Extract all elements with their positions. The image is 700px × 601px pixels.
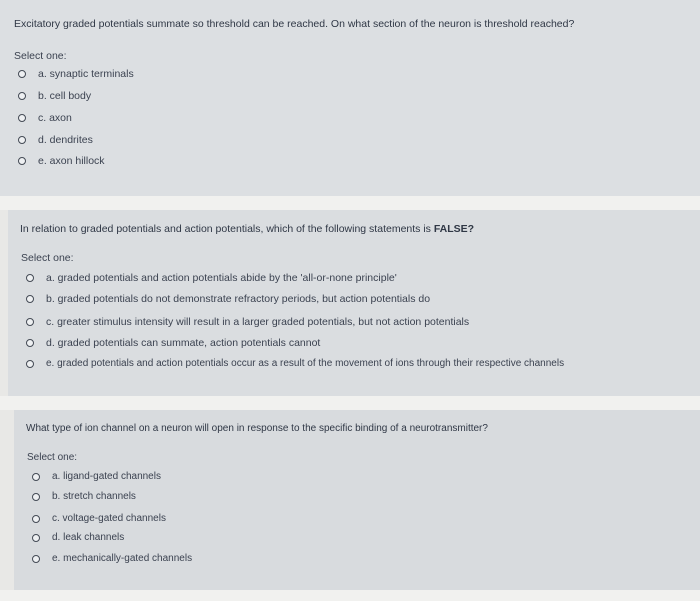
radio-button-icon[interactable] [32, 555, 40, 563]
question-2-option-a[interactable] [26, 272, 397, 284]
option-label: c. greater stimulus intensity will result in a larger graded potentials, but not action potentials [46, 316, 470, 328]
option-label: e. axon hillock [38, 155, 105, 167]
question-1-option-a[interactable] [18, 68, 134, 80]
question-1-select-one: Select one: [14, 50, 67, 62]
radio-button-icon[interactable] [26, 339, 34, 347]
question-1-option-b[interactable] [18, 90, 91, 102]
question-3-card [14, 410, 700, 590]
question-2-option-d[interactable] [26, 337, 320, 349]
option-label: b. stretch channels [52, 491, 136, 502]
radio-button-icon[interactable] [26, 318, 34, 326]
radio-button-icon[interactable] [26, 295, 34, 303]
question-3-text: What type of ion channel on a neuron will open in response to the specific binding of a neurotransmitter? [26, 423, 488, 434]
question-3-option-d[interactable] [32, 532, 124, 543]
radio-button-icon[interactable] [18, 114, 26, 122]
option-label: b. cell body [38, 90, 92, 102]
question-3-option-a[interactable] [32, 471, 161, 482]
option-label: d. leak channels [52, 532, 125, 543]
radio-button-icon[interactable] [32, 534, 40, 542]
question-2-option-b[interactable] [26, 293, 430, 305]
radio-button-icon[interactable] [32, 493, 40, 501]
question-1-text: Excitatory graded potentials summate so threshold can be reached. On what section of the neuron is threshold reached? [14, 18, 575, 30]
option-label: a. synaptic terminals [38, 68, 134, 80]
question-3-option-e[interactable] [32, 553, 192, 564]
option-label: e. graded potentials and action potentials occur as a result of the movement of ions through their respective channels [46, 358, 565, 369]
separator [0, 396, 700, 410]
radio-button-icon[interactable] [18, 70, 26, 78]
question-2-card [8, 210, 700, 396]
option-label: c. axon [38, 112, 72, 124]
bottom-margin [0, 590, 700, 601]
option-label: e. mechanically-gated channels [52, 553, 193, 564]
radio-button-icon[interactable] [18, 157, 26, 165]
question-1-card [0, 0, 700, 196]
question-1-option-d[interactable] [18, 134, 93, 146]
radio-button-icon[interactable] [32, 515, 40, 523]
option-label: a. ligand-gated channels [52, 471, 161, 482]
question-2-option-c[interactable] [26, 316, 469, 328]
question-3-option-c[interactable] [32, 513, 166, 524]
radio-button-icon[interactable] [26, 274, 34, 282]
question-2-text [20, 223, 474, 235]
question-3-select-one: Select one: [27, 452, 78, 463]
question-2-option-e[interactable] [26, 358, 564, 369]
question-3-option-b[interactable] [32, 491, 136, 502]
option-label: c. voltage-gated channels [52, 513, 166, 524]
question-1-option-c[interactable] [18, 112, 72, 124]
option-label: a. graded potentials and action potentials abide by the 'all-or-none principle' [46, 272, 397, 284]
question-1-option-e[interactable] [18, 155, 105, 167]
separator [0, 196, 700, 210]
radio-button-icon[interactable] [32, 473, 40, 481]
radio-button-icon[interactable] [18, 136, 26, 144]
question-2-text-main: In relation to graded potentials and action potentials, which of the following statements is [20, 223, 434, 235]
option-label: d. graded potentials can summate, action potentials cannot [46, 337, 321, 349]
option-label: b. graded potentials do not demonstrate refractory periods, but action potentials do [46, 293, 431, 305]
radio-button-icon[interactable] [26, 360, 34, 368]
option-label: d. dendrites [38, 134, 93, 146]
question-2-select-one: Select one: [21, 252, 74, 264]
question-2-text-emphasis: FALSE? [433, 223, 475, 235]
radio-button-icon[interactable] [18, 92, 26, 100]
